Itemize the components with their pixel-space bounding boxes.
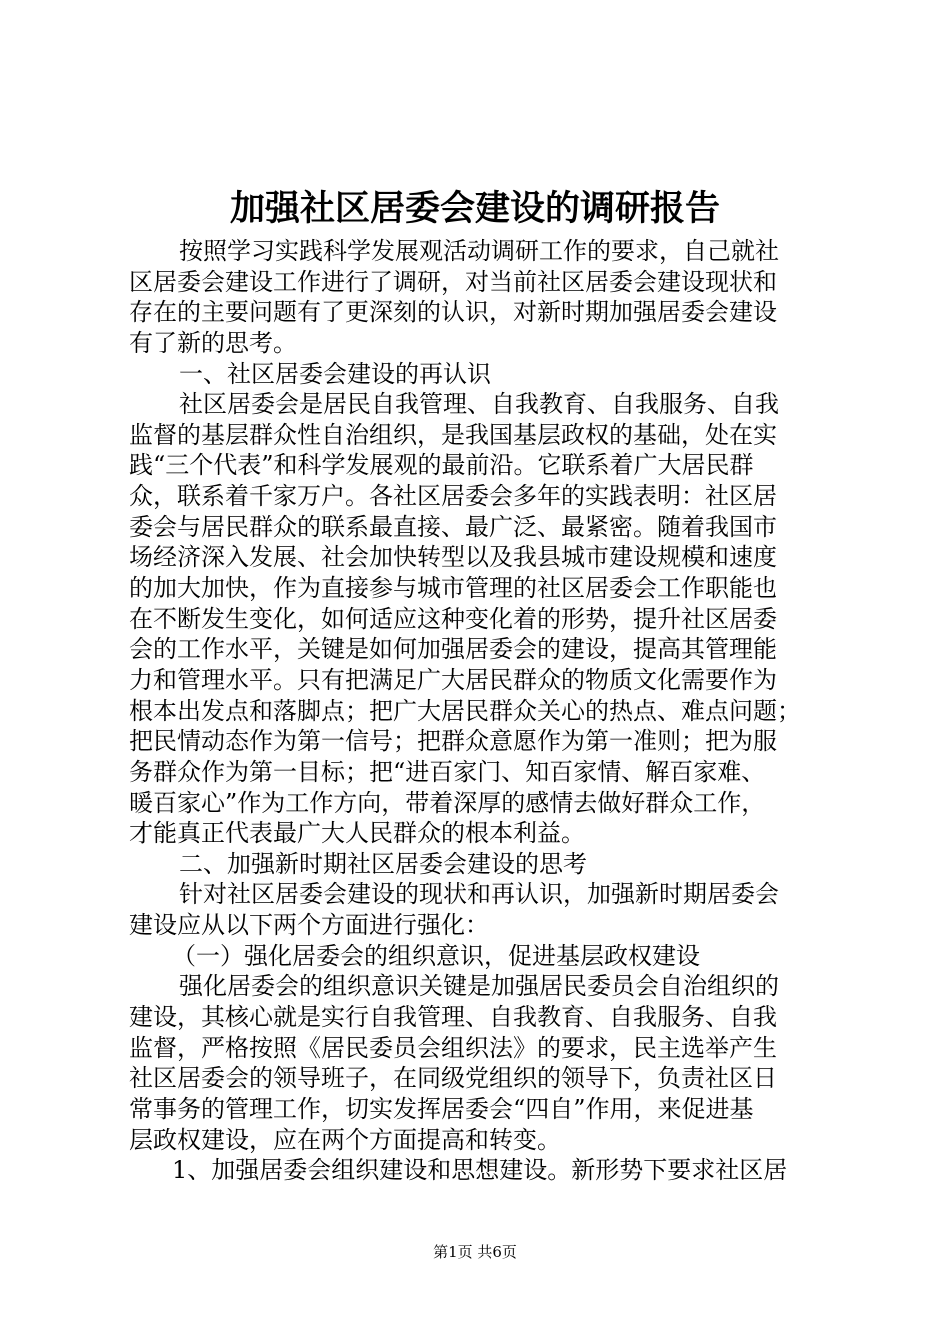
page-footer: 第1页 共6页 xyxy=(433,1243,517,1261)
body-line: 才能真正代表最广大人民群众的根本利益。 xyxy=(129,819,585,848)
body-line: 众，联系着千家万户。各社区居委会多年的实践表明：社区居 xyxy=(129,482,777,511)
body-line: 建设，其核心就是实行自我管理、自我教育、自我服务、自我 xyxy=(129,1003,777,1032)
body-line: 场经济深入发展、社会加快转型以及我县城市建设规模和速度 xyxy=(129,543,777,572)
body-line: 践“三个代表”和科学发展观的最前沿。它联系着广大居民群 xyxy=(129,451,754,480)
body-line: 强化居委会的组织意识关键是加强居民委员会自治组织的 xyxy=(179,972,779,1001)
body-line: 常事务的管理工作，切实发挥居委会“四自”作用，来促进基 xyxy=(129,1094,754,1123)
body-line: 把民情动态作为第一信号；把群众意愿作为第一准则；把为服 xyxy=(129,727,777,756)
body-line: 区居委会建设工作进行了调研，对当前社区居委会建设现状和 xyxy=(129,267,777,296)
body-line: 监督的基层群众性自治组织，是我国基层政权的基础，处在实 xyxy=(129,420,777,449)
document-title: 加强社区居委会建设的调研报告 xyxy=(229,188,720,229)
body-line: 层政权建设，应在两个方面提高和转变。 xyxy=(129,1125,561,1154)
body-line: 社区居委会的领导班子，在同级党组织的领导下，负责社区日 xyxy=(129,1064,777,1093)
body-line: 委会与居民群众的联系最直接、最广泛、最紧密。随着我国市 xyxy=(129,512,777,541)
body-line: 社区居委会是居民自我管理、自我教育、自我服务、自我 xyxy=(179,390,779,419)
document-body xyxy=(129,236,831,1186)
body-line: 务群众作为第一目标；把“进百家门、知百家情、解百家难、 xyxy=(129,757,766,786)
subsection-heading: （一）强化居委会的组织意识，促进基层政权建设 xyxy=(172,941,700,970)
body-line: 根本出发点和落脚点；把广大居民群众关心的热点、难点问题； xyxy=(129,696,801,725)
body-line: 会的工作水平，关键是如何加强居委会的建设，提高其管理能 xyxy=(129,635,777,664)
body-line: 建设应从以下两个方面进行强化： xyxy=(129,911,489,940)
section-heading: 一、社区居委会建设的再认识 xyxy=(179,359,491,388)
body-line: 暖百家心”作为工作方向，带着深厚的感情去做好群众工作， xyxy=(129,788,766,817)
body-line: 在不断发生变化，如何适应这种变化着的形势，提升社区居委 xyxy=(129,604,777,633)
body-line: 1、加强居委会组织建设和思想建设。新形势下要求社区居 xyxy=(172,1156,788,1185)
body-line: 针对社区居委会建设的现状和再认识，加强新时期居委会 xyxy=(179,880,779,909)
body-line: 力和管理水平。只有把满足广大居民群众的物质文化需要作为 xyxy=(129,665,777,694)
body-line: 存在的主要问题有了更深刻的认识，对新时期加强居委会建设 xyxy=(129,298,777,327)
body-line: 按照学习实践科学发展观活动调研工作的要求，自己就社 xyxy=(179,237,779,265)
section-heading: 二、加强新时期社区居委会建设的思考 xyxy=(179,849,587,878)
body-line: 监督，严格按照《居民委员会组织法》的要求，民主选举产生 xyxy=(129,1033,777,1062)
body-line: 的加大加快，作为直接参与城市管理的社区居委会工作职能也 xyxy=(129,574,777,603)
body-line: 有了新的思考。 xyxy=(129,328,297,357)
